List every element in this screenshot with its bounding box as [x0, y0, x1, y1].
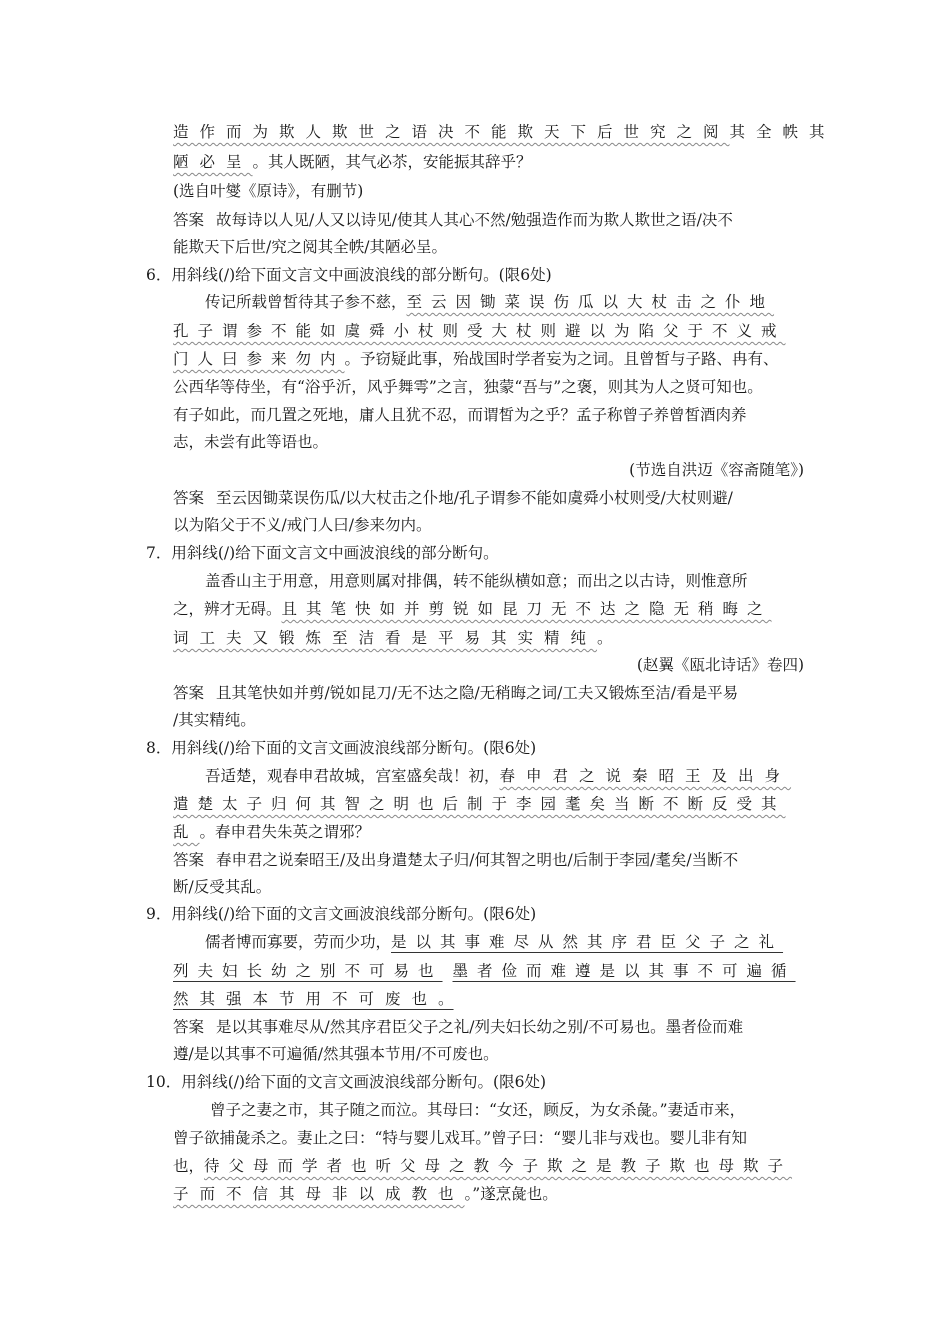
q7-source: (赵翼《瓯北诗话》卷四) [636, 656, 804, 674]
q10-line-1: 曾子之妻之市，其子随之而泣。其母曰：“女还，顾反，为女杀彘。”妻适市来， [210, 1101, 746, 1119]
q7-answer-line-1 [173, 682, 738, 704]
q8-line-2 [173, 793, 786, 815]
q7-title: 7．用斜线(/)给下面文言文中画波浪线的部分断句。 [146, 544, 499, 562]
q7-wavy-text: 且其笔快如并剪锐如昆刀无不达之隐无稍晦之 [281, 600, 772, 618]
q9-underlined-text: 是以其事难尽从然其序君臣父子之礼 [391, 933, 784, 951]
q9-line-1 [205, 931, 783, 953]
q9-answer-line-2: 遵/是以其事不可遍循/然其强本节用/不可废也。 [173, 1045, 499, 1063]
q6-text: 。予窃疑此事，殆战国时学者妄为之词。且曾皙与子路、冉有、 [344, 350, 779, 368]
q6-answer-line-2: 以为陷父于不义/戒门人曰/参来勿内。 [173, 516, 432, 534]
q10-wavy-text: 待父母而学者也听父母之教今子欺之是教子欺也母欺子 [204, 1157, 793, 1175]
q5-answer-line-2: 能欺天下后世/究之阅其全帙/其陋必呈。 [173, 238, 447, 256]
q6-line-3 [173, 348, 779, 370]
q9-text: 。 [438, 990, 454, 1008]
q7-line-2 [173, 598, 772, 620]
q6-answer-line-1 [173, 487, 733, 509]
q6-line-4: 公西华等侍坐，有“浴乎沂，风乎舞雩”之言，独蒙“吾与”之褒，则其为人之贤可知也。 [173, 378, 763, 396]
q8-wavy-text: 遣楚太子归何其智之明也后制于李园耄矣当断不断反受其 [173, 795, 786, 813]
q9-line-3 [173, 988, 454, 1010]
q8-text: 吾适楚，观春申君故城，宫室盛矣哉！初， [205, 767, 500, 785]
q6-wavy-text: 门人曰参来勿内 [173, 350, 345, 368]
q5-wavy-text: 造作而为欺人欺世之语决不能欺天下后世究之阅 [173, 123, 730, 141]
q5-wavy-text: 陋必呈 [173, 153, 253, 171]
q7-line-1: 盖香山主于用意，用意则属对排偶，转不能纵横如意；而出之以古诗，则惟意所 [205, 572, 748, 590]
answer-label: 答案 [173, 851, 205, 869]
answer-label: 答案 [173, 684, 205, 702]
q10-line-4 [173, 1183, 558, 1205]
q6-line-2 [173, 320, 786, 342]
q7-answer-line-2: /其实精纯。 [173, 711, 256, 729]
answer-label: 答案 [173, 211, 205, 229]
answer-text: 故每诗以人见/人又以诗见/使其人其心不然/勉强造作而为欺人欺世之语/决不 [216, 211, 733, 229]
answer-text: 且其笔快如并剪/锐如昆刀/无不达之隐/无稍晦之词/工夫又锻炼至洁/看是平易 [216, 684, 739, 702]
q8-text: 。春申君失朱英之谓邪？ [199, 823, 371, 841]
q8-answer-line-2: 断/反受其乱。 [173, 878, 272, 896]
q7-text: 之，辨才无碍。 [173, 600, 282, 618]
q10-wavy-text: 子而不信其母非以成教也 [173, 1185, 465, 1203]
q8-line-1 [205, 765, 791, 787]
answer-text: 春申君之说秦昭王/及出身遣楚太子归/何其智之明也/后制于李园/耄矣/当断不 [216, 851, 739, 869]
q6-wavy-text: 至云因锄菜误伤瓜以大杖击之仆地 [406, 293, 775, 311]
q8-title: 8．用斜线(/)给下面的文言文画波浪线部分断句。(限6处) [146, 739, 537, 757]
q9-underlined-text: 然其强本节用不可废也 [173, 990, 439, 1008]
q9-title: 9．用斜线(/)给下面的文言文画波浪线部分断句。(限6处) [146, 905, 537, 923]
q6-line-6: 志，未尝有此等语也。 [173, 433, 329, 451]
q8-answer-line-1 [173, 849, 738, 871]
q8-line-3 [173, 821, 370, 843]
answer-text: 是以其事难尽从/然其序君臣父子之礼/列夫妇长幼之别/不可易也。墨者俭而难 [216, 1018, 744, 1036]
q10-line-2: 曾子欲捕彘杀之。妻止之曰：“特与婴儿戏耳。”曾子曰：“婴儿非与戏也。婴儿非有知 [173, 1129, 748, 1147]
q6-title: 6．用斜线(/)给下面文言文中画波浪线的部分断句。(限6处) [146, 266, 552, 284]
q6-line-1 [205, 291, 774, 313]
q5-text: 。其人既陋，其气必苶，安能振其辞乎？ [252, 153, 532, 171]
q6-text: 传记所载曾皙待其子参不慈， [205, 293, 407, 311]
q9-underlined-text: 列夫妇长幼之别不可易也 [173, 962, 443, 980]
q9-underlined-text: 墨者俭而难遵是以其事不可遍循 [452, 962, 796, 980]
q10-line-3 [173, 1155, 792, 1177]
q8-wavy-text: 春申君之说秦昭王及出身 [499, 767, 792, 785]
q8-wavy-text: 乱 [173, 823, 200, 841]
answer-text: 至云因锄菜误伤瓜/以大杖击之仆地/孔子谓参不能如虞舜小杖则受/大杖则避/ [216, 489, 733, 507]
q7-text: 。 [597, 629, 613, 647]
q5-source: (选自叶燮《原诗》，有删节) [173, 182, 364, 200]
answer-label: 答案 [173, 1018, 205, 1036]
q5-text: 其全帙其 [729, 123, 836, 141]
q5-line-1 [173, 121, 836, 143]
q9-text: 儒者博而寡要，劳而少功， [205, 933, 392, 951]
q7-line-3 [173, 627, 613, 649]
q6-line-5: 有子如此，而几置之死地，庸人且犹不忍，而谓皙为之乎？孟子称曾子养曾皙酒肉养 [173, 406, 747, 424]
q10-text: 也， [173, 1157, 205, 1175]
answer-label: 答案 [173, 489, 205, 507]
q10-text: 。”遂烹彘也。 [464, 1185, 558, 1203]
q5-line-2 [173, 151, 532, 173]
q9-line-2 [173, 960, 796, 982]
q6-wavy-text: 孔子谓参不能如虞舜小杖则受大杖则避以为陷父于不义戒 [173, 322, 786, 340]
q9-answer-line-1 [173, 1016, 743, 1038]
q5-answer-line-1 [173, 209, 733, 231]
q7-wavy-text: 词工夫又锻炼至洁看是平易其实精纯 [173, 629, 598, 647]
q6-source: (节选自洪迈《容斋随笔》) [629, 461, 804, 479]
q10-title: 10．用斜线(/)给下面的文言文画波浪线部分断句。(限6处) [146, 1073, 546, 1091]
